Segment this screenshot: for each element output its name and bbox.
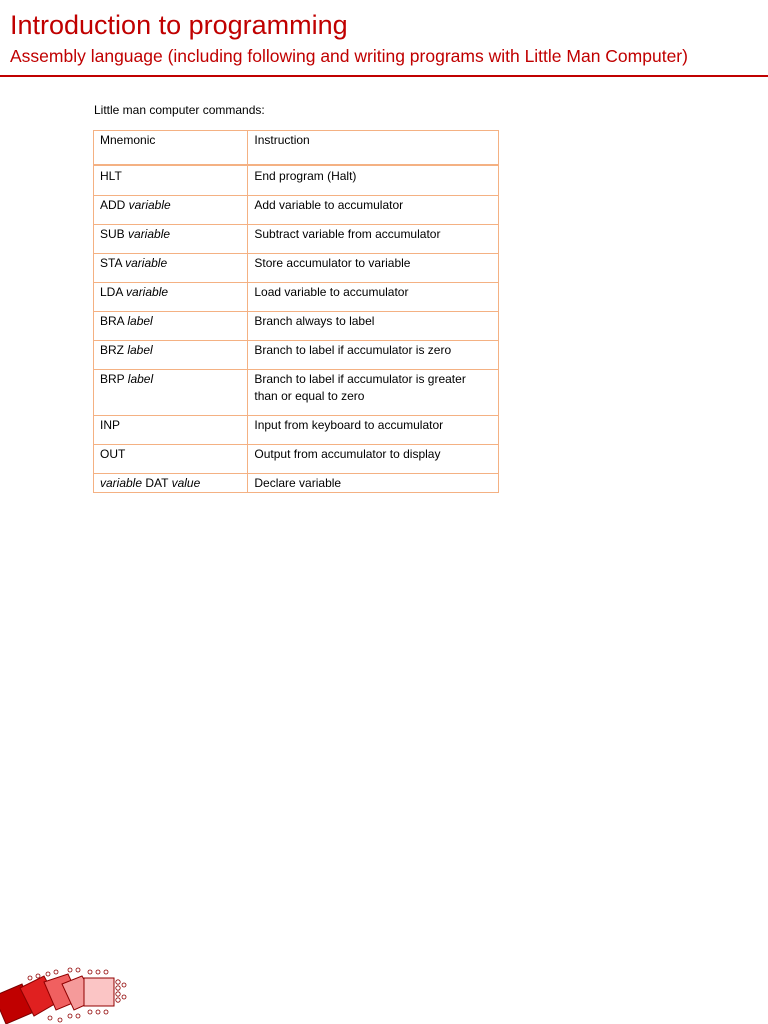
table-row (94, 165, 499, 196)
table-row (94, 416, 499, 445)
instruction-cell: Declare variable (248, 474, 499, 493)
mnemonic-cell (94, 165, 248, 196)
mnemonic-cell (94, 416, 248, 445)
mnemonic-code: DAT (142, 476, 172, 490)
instruction-cell: End program (Halt) (248, 165, 499, 196)
instruction-cell: Input from keyboard to accumulator (248, 416, 499, 445)
mnemonic-operand: variable (126, 285, 169, 299)
instruction-cell: Subtract variable from accumulator (248, 225, 499, 254)
instruction-cell: Branch always to label (248, 312, 499, 341)
page-subtitle: Assembly language (including following and writing programs with Little Man Computer) (10, 46, 688, 66)
table-caption: Little man computer commands: (94, 103, 265, 117)
mnemonic-code: SUB (100, 227, 129, 241)
instruction-cell: Output from accumulator to display (248, 445, 499, 474)
table-row (94, 445, 499, 474)
table-row (94, 341, 499, 370)
mnemonic-cell (94, 312, 248, 341)
table-row (94, 474, 499, 493)
mnemonic-cell (94, 196, 248, 225)
mnemonic-cell (94, 254, 248, 283)
mnemonic-operand: value (171, 476, 201, 490)
mnemonic-code: BRZ (100, 343, 128, 357)
mnemonic-cell (94, 474, 248, 493)
mnemonic-code: HLT (100, 169, 122, 183)
mnemonic-code: INP (100, 418, 121, 432)
mnemonic-cell (94, 283, 248, 312)
mnemonic-operand: label (127, 314, 153, 328)
mnemonic-cell (94, 370, 248, 416)
column-header-instruction: Instruction (248, 131, 499, 166)
table-row (94, 283, 499, 312)
mnemonic-operand: variable (125, 256, 168, 270)
mnemonic-cell (94, 225, 248, 254)
instruction-cell: Branch to label if accumulator is greater than or equal to zero (248, 370, 499, 416)
column-header-mnemonic: Mnemonic (94, 131, 248, 166)
table-row (94, 196, 499, 225)
mnemonic-operand: variable (100, 476, 143, 490)
mnemonic-operand: label (127, 372, 154, 386)
table-row (94, 370, 499, 416)
instruction-cell: Load variable to accumulator (248, 283, 499, 312)
logo-chip-pale (84, 978, 114, 1006)
page-title: Introduction to programming (10, 10, 348, 40)
mnemonic-code: OUT (100, 447, 126, 461)
instruction-cell: Add variable to accumulator (248, 196, 499, 225)
mnemonic-code: LDA (100, 285, 127, 299)
mnemonic-operand: label (127, 343, 153, 357)
mnemonic-operand: variable (128, 227, 171, 241)
table-header-row (94, 131, 499, 166)
table-body (94, 165, 499, 493)
lmc-commands-table (93, 130, 499, 493)
mnemonic-code: BRA (100, 314, 128, 328)
mnemonic-operand: variable (128, 198, 171, 212)
table-row (94, 225, 499, 254)
instruction-cell: Branch to label if accumulator is zero (248, 341, 499, 370)
mnemonic-cell (94, 445, 248, 474)
mnemonic-code: ADD (100, 198, 129, 212)
header-divider (0, 75, 768, 77)
mnemonic-code: STA (100, 256, 126, 270)
table-row (94, 254, 499, 283)
circuit-chips-logo-icon (0, 966, 130, 1024)
mnemonic-code: BRP (100, 372, 128, 386)
mnemonic-cell (94, 341, 248, 370)
page-header (0, 0, 768, 78)
instruction-cell: Store accumulator to variable (248, 254, 499, 283)
table-row (94, 312, 499, 341)
